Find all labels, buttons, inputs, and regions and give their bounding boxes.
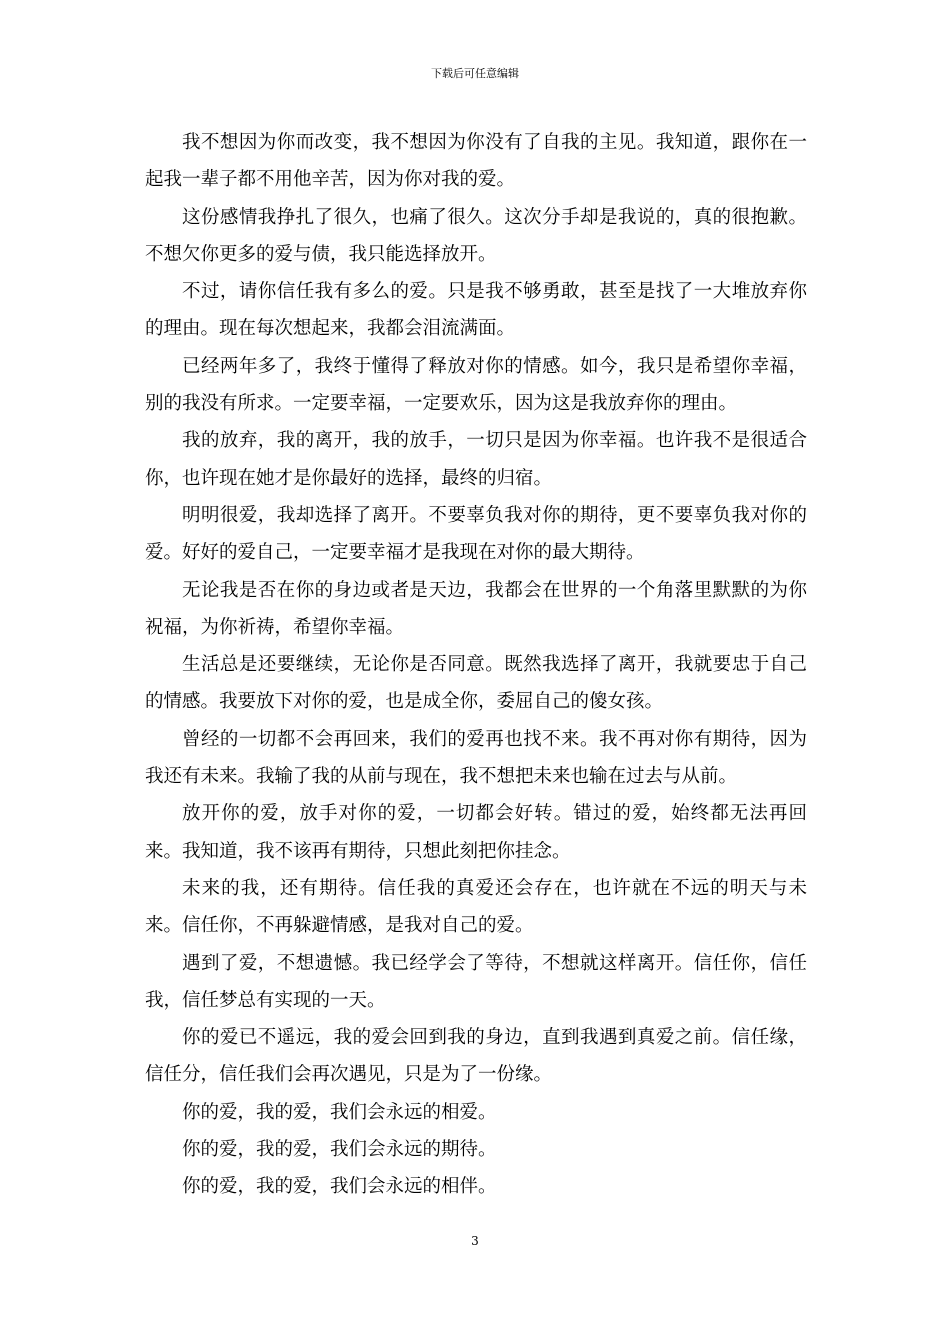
paragraph: 不过，请你信任我有多么的爱。只是我不够勇敢，甚至是找了一大堆放弃你的理由。现在每次想起来，我都会泪流满面。	[145, 281, 807, 340]
page-number: 3	[471, 1234, 479, 1248]
document-body	[145, 124, 807, 1206]
paragraph: 生活总是还要继续，无论你是否同意。既然我选择了离开，我就要忠于自己的情感。我要放下对你的爱，也是成全你，委屈自己的傻女孩。	[145, 654, 807, 713]
paragraph: 明明很爱，我却选择了离开。不要辜负我对你的期待，更不要辜负我对你的爱。好好的爱自己，一定要幸福才是我现在对你的最大期待。	[145, 504, 807, 564]
page-header: 下载后可任意编辑	[431, 67, 519, 80]
paragraph: 你的爱，我的爱，我们会永远的相爱。	[182, 1101, 497, 1123]
paragraph: 我的放弃，我的离开，我的放手，一切只是因为你幸福。也许我不是很适合你，也许现在她才是你最好的选择，最终的归宿。	[145, 430, 807, 489]
paragraph: 曾经的一切都不会再回来，我们的爱再也找不来。我不再对你有期待，因为我还有未来。我输了我的从前与现在，我不想把未来也输在过去与从前。	[145, 728, 807, 788]
paragraph: 未来的我，还有期待。信任我的真爱还会存在，也许就在不远的明天与未来。信任你，不再躲避情感，是我对自己的爱。	[145, 877, 807, 937]
paragraph: 我不想因为你而改变，我不想因为你没有了自我的主见。我知道，跟你在一起我一辈子都不用他辛苦，因为你对我的爱。	[145, 132, 807, 191]
paragraph: 放开你的爱，放手对你的爱，一切都会好转。错过的爱，始终都无法再回来。我知道，我不该再有期待，只想此刻把你挂念。	[145, 803, 807, 862]
paragraph: 你的爱已不遥远，我的爱会回到我的身边，直到我遇到真爱之前。信任缘，信任分，信任我们会再次遇见，只是为了一份缘。	[145, 1027, 807, 1086]
paragraph: 你的爱，我的爱，我们会永远的期待。	[182, 1139, 497, 1161]
paragraph: 无论我是否在你的身边或者是天边，我都会在世界的一个角落里默默的为你祝福，为你祈祷，希望你幸福。	[145, 579, 807, 638]
paragraph: 你的爱，我的爱，我们会永远的相伴。	[182, 1176, 497, 1198]
paragraph: 遇到了爱，不想遗憾。我已经学会了等待，不想就这样离开。信任你，信任我，信任梦总有实现的一天。	[145, 952, 807, 1011]
paragraph: 这份感情我挣扎了很久，也痛了很久。这次分手却是我说的，真的很抱歉。不想欠你更多的爱与债，我只能选择放开。	[145, 206, 807, 265]
paragraph: 已经两年多了，我终于懂得了释放对你的情感。如今，我只是希望你幸福，别的我没有所求。一定要幸福，一定要欢乐，因为这是我放弃你的理由。	[145, 355, 807, 415]
